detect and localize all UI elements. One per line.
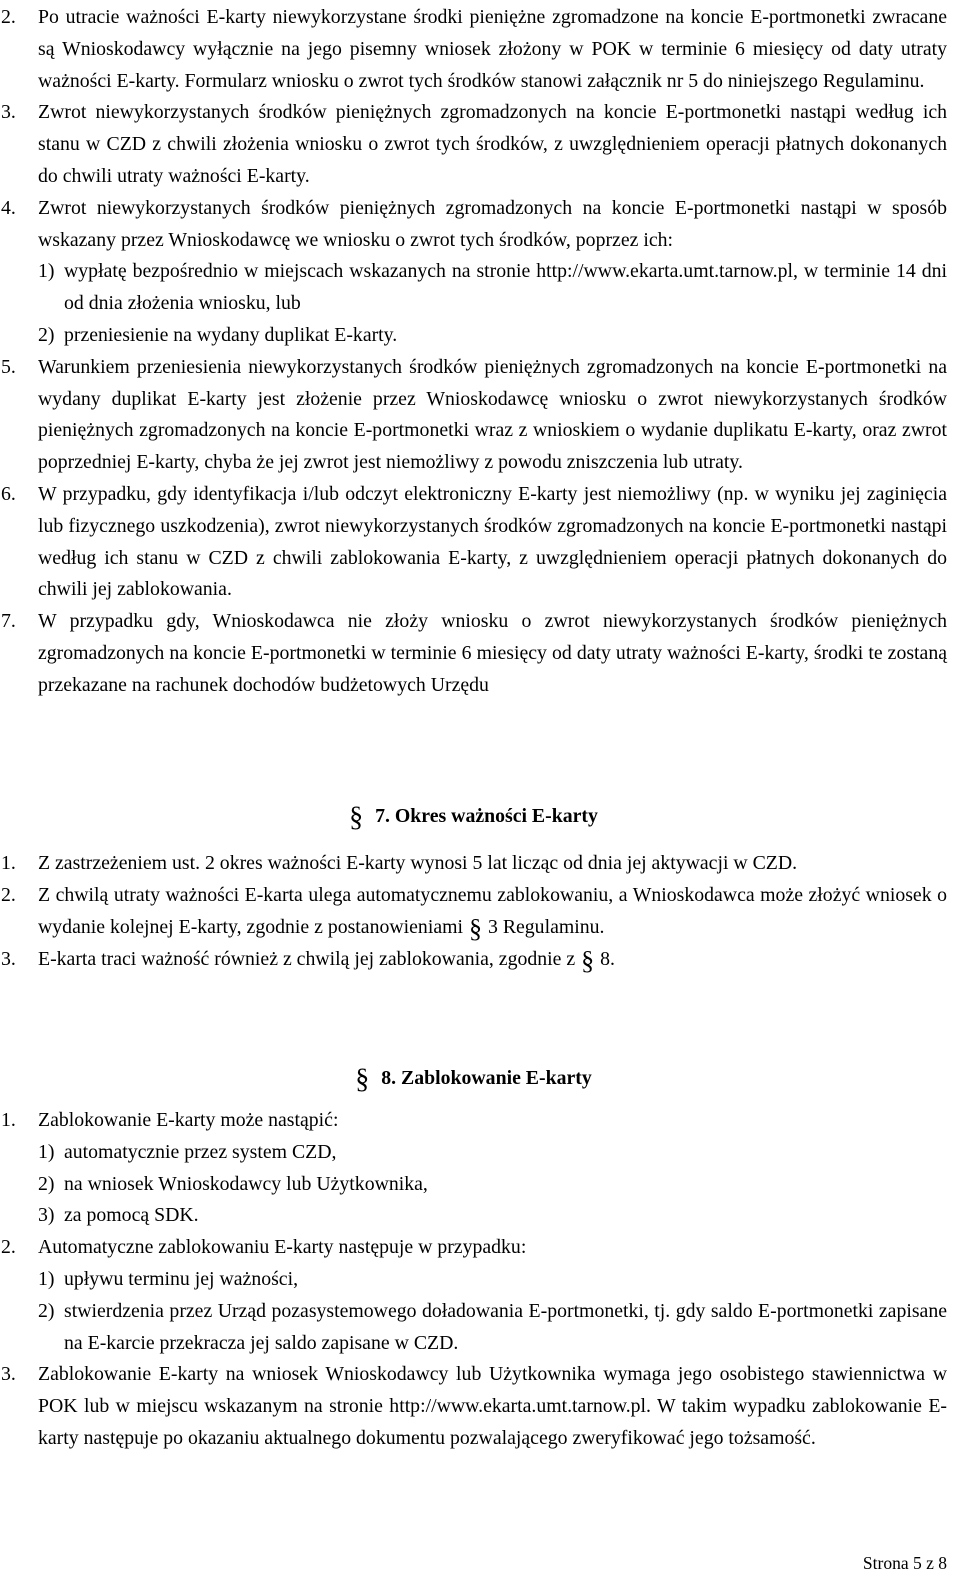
item-text: Z zastrzeżeniem ust. 2 okres ważności E-karty wynosi 5 lat licząc od dnia jej aktywacji w CZD. xyxy=(38,852,798,874)
sub-item-text: za pomocą SDK. xyxy=(64,1204,199,1227)
list-item xyxy=(0,352,947,479)
item-text: Automatyczne zablokowaniu E-karty następuje w przypadku: xyxy=(38,1236,527,1259)
sub-list xyxy=(0,256,947,351)
sub-list-item xyxy=(0,1264,947,1296)
item-number: 3. xyxy=(1,101,16,124)
sub-list xyxy=(38,1137,947,1232)
item-text-part: Z chwilą utraty ważności E-karta ulega automatycznemu zablokowaniu, a Wnioskodawca może złożyć wniosek o wydanie kolejnej E-karty, zgodnie z postanowieniami xyxy=(38,883,947,938)
item-number: 2. xyxy=(1,6,16,28)
sub-item-number: 2) xyxy=(38,1299,55,1322)
sub-item-text: przeniesienie na wydany duplikat E-karty. xyxy=(64,323,398,346)
item-number: 3. xyxy=(1,948,16,971)
sub-item-text: automatycznie przez system CZD, xyxy=(64,1140,337,1163)
item-number: 2. xyxy=(1,1236,16,1259)
item-text: Zablokowanie E-karty może nastąpić: xyxy=(38,1109,339,1131)
sub-list-item xyxy=(0,256,947,320)
item-text: Warunkiem przeniesienia niewykorzystanych środków pieniężnych zgromadzonych na koncie E-portmonetki na wydany duplikat E-karty jest złożenie przez Wnioskodawcę wniosku o zwrot niewykorzystanych środków pieniężnych zgromadzonych na koncie E-portmonetki wraz z wnioskiem o wydanie duplikatu E-karty, oraz zwrot poprzedniej E-karty, chyba że jej zwrot jest niemożliwy z powodu zniszczenia lub utraty. xyxy=(38,355,947,474)
sub-list xyxy=(38,1264,947,1359)
section-title: 7. Okres ważności E-karty xyxy=(375,805,598,827)
sub-item-text: upływu terminu jej ważności, xyxy=(64,1267,299,1290)
sub-item-number: 2) xyxy=(38,1172,55,1195)
item-text xyxy=(38,880,947,945)
section-heading xyxy=(0,1063,947,1096)
item-number: 6. xyxy=(1,482,16,505)
item-text: Zablokowanie E-karty na wniosek Wnioskodawcy lub Użytkownika wymaga jego osobistego stawiennictwa w POK lub w miejscu wskazanym na stronie http://www.ekarta.umt.tarnow.pl. W takim wypadku zablokowanie E-karty następuje po okazaniu aktualnego dokumentu pozwalającego zweryfikować jego tożsamość. xyxy=(38,1363,947,1449)
list-item xyxy=(0,1232,947,1359)
item-text: W przypadku gdy, Wnioskodawca nie złoży wniosku o zwrot niewykorzystanych środków pieniężnych zgromadzonych na koncie E-portmonetki w terminie 6 miesięcy od daty utraty ważności E-karty, środki te zostaną przekazane na rachunek dochodów budżetowych Urzędu xyxy=(38,610,947,696)
item-number: 2. xyxy=(1,883,16,906)
sub-item-number: 1) xyxy=(38,260,55,283)
item-number: 4. xyxy=(1,196,16,219)
sub-item-number: 1) xyxy=(38,1140,55,1163)
sub-list-item xyxy=(0,1296,947,1360)
section-sign: § xyxy=(468,913,482,943)
sub-item-text: wypłatę bezpośrednio w miejscach wskazanych na stronie http://www.ekarta.umt.tarnow.pl, w terminie 14 dni od dnia złożenia wniosku, lub xyxy=(64,260,947,315)
sub-list-item xyxy=(0,1169,947,1201)
sub-list-item xyxy=(0,1200,947,1232)
list-item xyxy=(0,606,947,701)
list-item xyxy=(0,2,947,97)
list-item xyxy=(0,1105,947,1232)
list-item xyxy=(0,880,947,945)
item-text-part: 3 Regulaminu. xyxy=(487,915,605,938)
page-number: Strona 5 z 8 xyxy=(862,1553,947,1573)
list-item xyxy=(0,848,947,880)
item-text: Po utracie ważności E-karty niewykorzystane środki pieniężne zgromadzone na koncie E-portmonetki zwracane są Wnioskodawcy wyłącznie na jego pisemny wniosek złożony w POK w terminie 6 miesięcy od daty utraty ważności E-karty. Formularz wniosku o zwrot tych środków stanowi załącznik nr 5 do niniejszego Regulaminu. xyxy=(38,6,947,92)
item-number: 3. xyxy=(1,1363,16,1386)
list-item xyxy=(0,193,947,352)
section7-list xyxy=(0,848,947,977)
item-text-part: E-karta traci ważność również z chwilą jej zablokowania, zgodnie z xyxy=(38,948,576,971)
sub-item-number: 1) xyxy=(38,1267,55,1290)
list-item xyxy=(0,97,947,192)
item-text: Zwrot niewykorzystanych środków pieniężnych zgromadzonych na koncie E-portmonetki nastąpi w sposób wskazany przez Wnioskodawcę we wniosku o zwrot tych środków, poprzez ich: xyxy=(38,196,947,251)
sub-item-number: 3) xyxy=(38,1204,55,1227)
section-sign: § xyxy=(349,802,364,833)
list-item xyxy=(0,1359,947,1454)
list-item xyxy=(0,479,947,606)
section-heading xyxy=(0,801,947,834)
sub-list-item xyxy=(0,1137,947,1169)
sub-list-item xyxy=(0,320,947,352)
sub-item-text: na wniosek Wnioskodawcy lub Użytkownika, xyxy=(64,1172,428,1195)
section-sign: § xyxy=(355,1064,370,1095)
item-number: 1. xyxy=(1,852,16,874)
item-text xyxy=(38,944,947,977)
item-number: 1. xyxy=(1,1109,16,1131)
section8-list xyxy=(0,1105,947,1455)
sub-item-number: 2) xyxy=(38,323,55,346)
section6-list xyxy=(0,2,947,702)
sub-item-text: stwierdzenia przez Urząd pozasystemowego doładowania E-portmonetki, tj. gdy saldo E-portmonetki zapisane na E-karcie przekracza jej saldo zapisane w CZD. xyxy=(64,1299,947,1354)
section-sign: § xyxy=(581,946,595,976)
list-item xyxy=(0,944,947,977)
item-text: W przypadku, gdy identyfikacja i/lub odczyt elektroniczny E-karty jest niemożliwy (np. w wyniku jej zaginięcia lub fizycznego uszkodzenia), zwrot niewykorzystanych środków zgromadzonych na koncie E-portmonetki nastąpi według ich stanu w CZD z chwili zablokowania E-karty, z uwzględnieniem operacji płatnych dokonanych do chwili jej zablokowania. xyxy=(38,482,947,601)
item-number: 5. xyxy=(1,355,16,378)
item-text-part: 8. xyxy=(600,948,615,971)
item-text: Zwrot niewykorzystanych środków pieniężnych zgromadzonych na koncie E-portmonetki nastąpi według ich stanu w CZD z chwili złożenia wniosku o zwrot tych środków, z uwzględnieniem operacji płatnych dokonanych do chwili utraty ważności E-karty. xyxy=(38,101,947,187)
section-title: 8. Zablokowanie E-karty xyxy=(381,1067,592,1089)
item-number: 7. xyxy=(1,610,16,633)
